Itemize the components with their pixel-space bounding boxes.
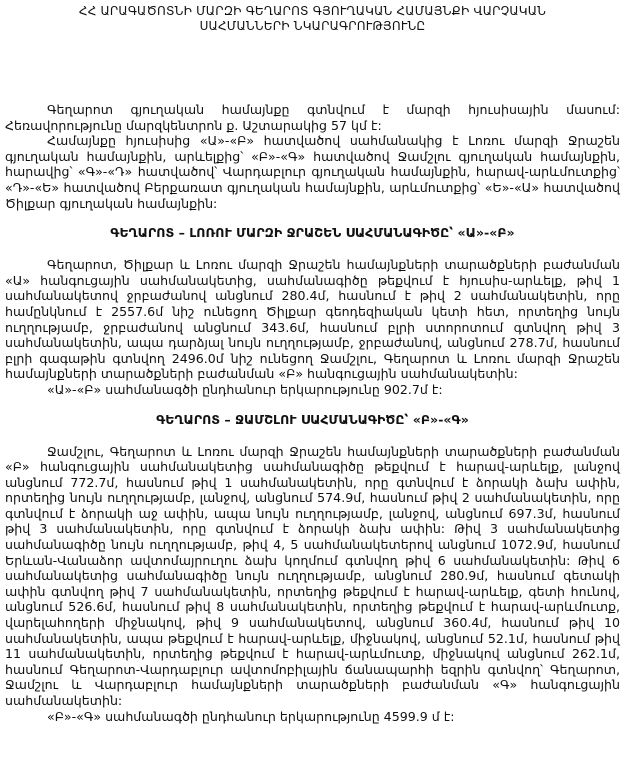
intro-paragraph-neighbors: Համայնքը հյուսիսից «Ա»-«Բ» հատվածով սահմանակից է Լոռու մարզի Ջրաշեն գյուղական համայնքին, արևելքից՝ «Բ»-«Գ» հատվածով Ջամշլու գյուղական համայնքին, հարավից՝ «Գ»-«Դ» հատվածով՝ Վարդաբլուր գյուղական համայնքին, հարավ-արևմուտքից՝ «Դ»-«Ե» հատվածով Բերքառատ գյուղական համայնքին, արևմուտքից՝ «Ե»-«Ա» հատվածով Ծիլքար գյուղական համայնքին: <box>5 133 620 211</box>
section-body-a-b: Գեղարոտ, Ծիլքար և Լոռու մարզի Ջրաշեն համայնքների տարածքների բաժանման «Ա» հանգուցային սահմանակետից, սահմանագիծը թեքվում է հյուսիս-արևելք, թիվ 1 սահմանակետով ջրբաժանով անցնում 280.4մ, հասնում է թիվ 2 սահմանակետին, որը համընկնում է 2557.6մ նիշ ունեցող Ծիլքար գեոդեզիական կետի հետ, որտեղից նույն ուղղությամբ, ջրբաժանով անցնում 343.6մ, հասնում բլրի ստորոտում գտնվող թիվ 3 սահմանակետին, ապա դարձյալ նույն ուղղությամբ, ջրբաժանով, անցնում 278.7մ, հասնում բլրի գագաթին գտնվող 2496.0մ նիշ ունեցող Ջամշլու, Գեղարոտ և Լոռու մարզի Ջրաշեն համայնքների տարածքների բաժանման «Բ» հանգուցային սահմանակետին: <box>5 257 620 382</box>
title-line-2: ՍԱՀՄԱՆՆԵՐԻ ՆԿԱՐԱԳՐՈՒԹՅՈՒՆԸ <box>199 19 426 33</box>
section-heading-b-g: ԳԵՂԱՐՈՏ – ՋԱՄՇԼՈՒ ՍԱՀՄԱՆԱԳԻԾԸ՝ «Բ»-«Գ» <box>156 411 469 427</box>
section-heading-a-b: ԳԵՂԱՐՈՏ – ԼՈՌՈՒ ՄԱՐԶԻ ՋՐԱՇԵՆ ՍԱՀՄԱՆԱԳԻԾԸ՝ «Ա»-«Բ» <box>110 225 515 241</box>
section-total-a-b: «Ա»-«Բ» սահմանագծի ընդհանուր երկարությունը 902.7մ է: <box>47 381 443 397</box>
section-body-b-g: Ջամշլու, Գեղարոտ և Լոռու մարզի Ջրաշեն համայնքների տարածքների բաժանման «Բ» հանգուցային սահմանակետից սահմանագիծը թեքվում է հարավ-արևելք, լանջով անցնում 772.7մ, հասնում թիվ 1 սահմանակետին, որը գտնվում է ձորակի ձախ ափին, որտեղից նույն ուղղությամբ, լանջով, անցնում 574.9մ, հասնում թիվ 2 սահմանակետին, որը գտնվում է ձորակի աջ ափին, ապա նույն ուղղությամբ, լանջով, անցնում 697.3մ, հասնում թիվ 3 սահմանակետին, որը գտնվում է ձորակի ձախ ափին: Թիվ 3 սահմանակետից սահմանագիծը նույն ուղղությամբ, թիվ 4, 5 սահմանակետերով անցնում 1072.9մ, հասնում Երևան-Վանաձոր ավտոմայրուղու ձախ կողմում գտնվող թիվ 6 սահմանակետին: Թիվ 6 սահմանակետից սահմանագիծը նույն ուղղությամբ, անցնում 280.9մ, հասնում գետակի ափին գտնվող թիվ 7 սահմանակետին, որտեղից թեքվում է հարավ-արևելք, գետի հունով, անցնում 526.6մ, հասնում թիվ 8 սահմանակետին, որտեղից թեքվում է հարավ-արևմուտք, վարելահողերի միջնակով, թիվ 9 սահմանակետով, անցնում 360.4մ, հասնում թիվ 10 սահմանակետին, ապա թեքվում է հարավ-արևելք, միջնակով, անցնում 52.1մ, հասնում թիվ 11 սահմանակետին, որտեղից թեքվում է հարավ-արևմուտք, միջնակով անցնում 262.1մ, հասնում Գեղարոտ-Վարդաբլուր ավտոմոբիլային ճանապարհի եզրին գտնվող՝ Գեղարոտ, Ջամշլու և Վարդաբլուր համայնքների տարածքների բաժանման «Գ» հանգուցային սահմանակետին: <box>5 443 620 708</box>
document-title <box>5 4 620 34</box>
title-line-1: ՀՀ ԱՐԱԳԱԾՈՏՆԻ ՄԱՐԶԻ ԳԵՂԱՐՈՏ ԳՅՈՒՂԱԿԱՆ ՀԱՄԱՅՆՔԻ ՎԱՐՉԱԿԱՆ <box>78 4 547 18</box>
section-total-b-g: «Բ»-«Գ» սահմանագծի ընդհանուր երկարությունը 4599.9 մ է: <box>47 708 455 724</box>
intro-paragraph-location: Գեղարոտ գյուղական համայնքը գտնվում է մարզի հյուսիսային մասում: Հեռավորությունը մարզկենտրոն ք. Աշտարակից 57 կմ է: <box>5 102 620 133</box>
